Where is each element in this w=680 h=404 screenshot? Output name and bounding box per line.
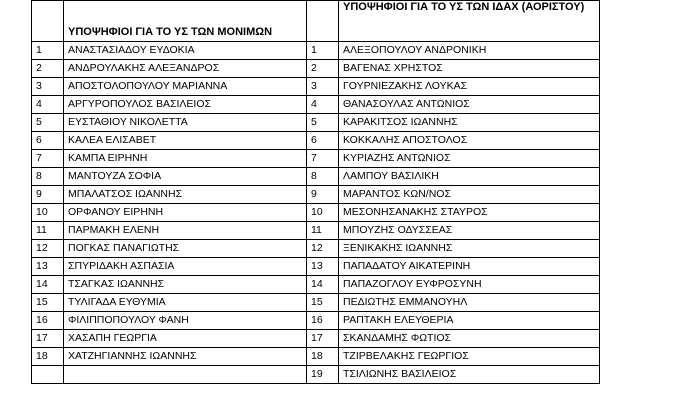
right-number-cell: 11	[307, 222, 339, 240]
table-row	[32, 186, 600, 204]
right-number-cell: 7	[307, 150, 339, 168]
left-column-title: ΥΠΟΨΗΦΙΟΙ ΓΙΑ ΤΟ ΥΣ ΤΩΝ ΜΟΝΙΜΩΝ	[64, 1, 307, 42]
candidates-table	[31, 0, 600, 384]
left-number-cell: 2	[32, 60, 64, 78]
left-name-cell: ΑΠΟΣΤΟΛΟΠΟΥΛΟΥ ΜΑΡΙΑΝΝΑ	[64, 78, 307, 96]
right-number-cell: 6	[307, 132, 339, 150]
right-number-cell: 13	[307, 258, 339, 276]
left-number-cell: 15	[32, 294, 64, 312]
left-name-cell: ΚΑΛΕΑ ΕΛΙΣΑΒΕΤ	[64, 132, 307, 150]
right-name-cell: ΚΥΡΙΑΖΗΣ ΑΝΤΩΝΙΟΣ	[339, 150, 600, 168]
right-number-cell: 17	[307, 330, 339, 348]
right-number-header	[307, 1, 339, 42]
right-name-cell: ΡΑΠΤΑΚΗ ΕΛΕΥΘΕΡΙΑ	[339, 312, 600, 330]
table-row	[32, 60, 600, 78]
table-row	[32, 240, 600, 258]
right-number-cell: 15	[307, 294, 339, 312]
left-number-cell: 3	[32, 78, 64, 96]
right-number-cell: 1	[307, 42, 339, 60]
right-number-cell: 10	[307, 204, 339, 222]
right-number-cell: 19	[307, 366, 339, 384]
right-name-cell: ΚΑΡΑΚΙΤΣΟΣ ΙΩΑΝΝΗΣ	[339, 114, 600, 132]
left-name-cell: ΤΥΛΙΓΑΔΑ ΕΥΘΥΜΙΑ	[64, 294, 307, 312]
table-row	[32, 96, 600, 114]
left-number-cell: 17	[32, 330, 64, 348]
left-number-cell	[32, 366, 64, 384]
table-row	[32, 204, 600, 222]
right-name-cell: ΞΕΝΙΚΑΚΗΣ ΙΩΑΝΝΗΣ	[339, 240, 600, 258]
table-row	[32, 312, 600, 330]
left-number-header	[32, 1, 64, 42]
left-name-cell	[64, 366, 307, 384]
left-number-cell: 6	[32, 132, 64, 150]
right-name-cell: ΜΑΡΑΝΤΟΣ ΚΩΝ/ΝΟΣ	[339, 186, 600, 204]
left-number-cell: 16	[32, 312, 64, 330]
right-number-cell: 8	[307, 168, 339, 186]
left-name-cell: ΦΙΛΙΠΠΟΠΟΥΛΟΥ ΦΑΝΗ	[64, 312, 307, 330]
right-name-cell: ΓΟΥΡΝΙΕΖΑΚΗΣ ΛΟΥΚΑΣ	[339, 78, 600, 96]
left-name-cell: ΟΡΦΑΝΟΥ ΕΙΡΗΝΗ	[64, 204, 307, 222]
left-name-cell: ΧΑΣΑΠΗ ΓΕΩΡΓΙΑ	[64, 330, 307, 348]
right-number-cell: 3	[307, 78, 339, 96]
right-name-cell: ΣΚΑΝΔΑΜΗΣ ΦΩΤΙΟΣ	[339, 330, 600, 348]
left-number-cell: 1	[32, 42, 64, 60]
left-name-cell: ΕΥΣΤΑΘΙΟΥ ΝΙΚΟΛΕΤΤΑ	[64, 114, 307, 132]
left-number-cell: 12	[32, 240, 64, 258]
left-name-cell: ΚΑΜΠΑ ΕΙΡΗΝΗ	[64, 150, 307, 168]
left-number-cell: 5	[32, 114, 64, 132]
table-row	[32, 294, 600, 312]
right-name-cell: ΘΑΝΑΣΟΥΛΑΣ ΑΝΤΩΝΙΟΣ	[339, 96, 600, 114]
left-name-cell: ΧΑΤΖΗΓΙΑΝΝΗΣ ΙΩΑΝΝΗΣ	[64, 348, 307, 366]
candidates-table-body	[32, 1, 600, 384]
right-name-cell: ΜΠΟΥΖΗΣ ΟΔΥΣΣΕΑΣ	[339, 222, 600, 240]
left-name-cell: ΠΟΓΚΑΣ ΠΑΝΑΓΙΩΤΗΣ	[64, 240, 307, 258]
left-name-cell: ΑΝΑΣΤΑΣΙΑΔΟΥ ΕΥΔΟΚΙΑ	[64, 42, 307, 60]
right-name-cell: ΤΣΙΛΙΩΝΗΣ ΒΑΣΙΛΕΙΟΣ	[339, 366, 600, 384]
table-row	[32, 150, 600, 168]
right-name-cell: ΠΕΔΙΩΤΗΣ ΕΜΜΑΝΟΥΗΛ	[339, 294, 600, 312]
left-number-cell: 13	[32, 258, 64, 276]
table-row	[32, 42, 600, 60]
right-name-cell: ΑΛΕΞΟΠΟΥΛΟΥ ΑΝΔΡΟΝΙΚΗ	[339, 42, 600, 60]
right-name-cell: ΛΑΜΠΟΥ ΒΑΣΙΛΙΚΗ	[339, 168, 600, 186]
table-row	[32, 168, 600, 186]
header-row	[32, 1, 600, 42]
right-name-cell: ΚΟΚΚΑΛΗΣ ΑΠΟΣΤΟΛΟΣ	[339, 132, 600, 150]
table-row	[32, 258, 600, 276]
right-number-cell: 9	[307, 186, 339, 204]
table-row	[32, 132, 600, 150]
left-name-cell: ΜΠΑΛΑΤΣΟΣ ΙΩΑΝΝΗΣ	[64, 186, 307, 204]
left-number-cell: 10	[32, 204, 64, 222]
left-name-cell: ΑΝΔΡΟΥΛΑΚΗΣ ΑΛΕΞΑΝΔΡΟΣ	[64, 60, 307, 78]
left-number-cell: 11	[32, 222, 64, 240]
right-name-cell: ΠΑΠΑΖΟΓΛΟΥ ΕΥΦΡΟΣΥΝΗ	[339, 276, 600, 294]
right-number-cell: 14	[307, 276, 339, 294]
table-row	[32, 366, 600, 384]
right-name-cell: ΜΕΣΟΝΗΣΑΝΑΚΗΣ ΣΤΑΥΡΟΣ	[339, 204, 600, 222]
right-number-cell: 16	[307, 312, 339, 330]
left-number-cell: 7	[32, 150, 64, 168]
left-name-cell: ΑΡΓΥΡΟΠΟΥΛΟΣ ΒΑΣΙΛΕΙΟΣ	[64, 96, 307, 114]
right-name-cell: ΒΑΓΕΝΑΣ ΧΡΗΣΤΟΣ	[339, 60, 600, 78]
right-number-cell: 18	[307, 348, 339, 366]
table-row	[32, 222, 600, 240]
right-number-cell: 4	[307, 96, 339, 114]
left-number-cell: 9	[32, 186, 64, 204]
left-name-cell: ΜΑΝΤΟΥΖΑ ΣΟΦΙΑ	[64, 168, 307, 186]
left-number-cell: 18	[32, 348, 64, 366]
right-number-cell: 2	[307, 60, 339, 78]
table-row	[32, 348, 600, 366]
table-row	[32, 114, 600, 132]
left-number-cell: 14	[32, 276, 64, 294]
left-name-cell: ΠΑΡΜΑΚΗ ΕΛΕΝΗ	[64, 222, 307, 240]
left-name-cell: ΣΠΥΡΙΔΑΚΗ ΑΣΠΑΣΙΑ	[64, 258, 307, 276]
right-name-cell: ΤΖΙΡΒΕΛΑΚΗΣ ΓΕΩΡΓΙΟΣ	[339, 348, 600, 366]
table-row	[32, 78, 600, 96]
left-number-cell: 4	[32, 96, 64, 114]
table-row	[32, 276, 600, 294]
right-number-cell: 5	[307, 114, 339, 132]
right-column-title: ΥΠΟΨΗΦΙΟΙ ΓΙΑ ΤΟ ΥΣ ΤΩΝ ΙΔΑΧ (ΑΟΡΙΣΤΟΥ)	[339, 1, 600, 42]
right-name-cell: ΠΑΠΑΔΑΤΟΥ ΑΙΚΑΤΕΡΙΝΗ	[339, 258, 600, 276]
table-row	[32, 330, 600, 348]
candidates-sheet	[31, 0, 599, 380]
left-number-cell: 8	[32, 168, 64, 186]
right-number-cell: 12	[307, 240, 339, 258]
left-name-cell: ΤΣΑΓΚΑΣ ΙΩΑΝΝΗΣ	[64, 276, 307, 294]
